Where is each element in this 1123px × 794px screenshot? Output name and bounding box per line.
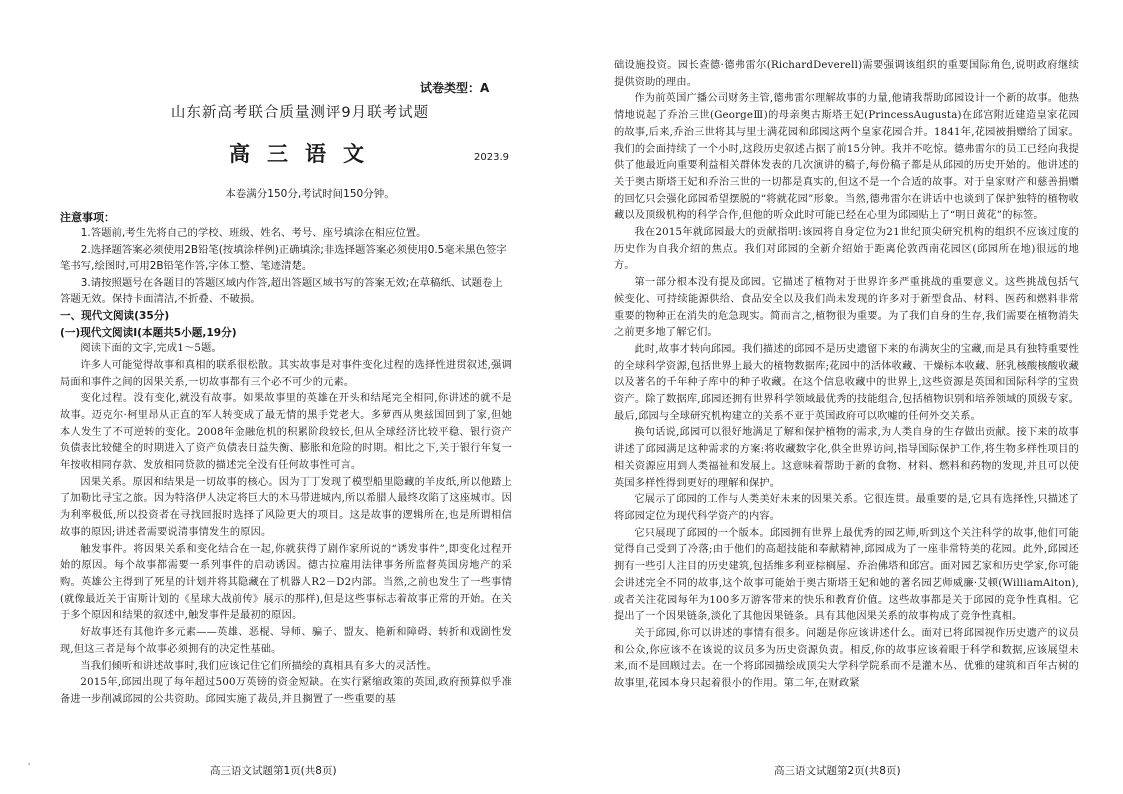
subsection-title: (一)现代文阅读Ⅰ(本题共5小题,19分) (60, 326, 237, 339)
paragraph: 我在2015年就邱园最大的贡献指明:该园将自身定位为21世纪顶尖研究机构的组织不应该过度的历史作为自我介绍的焦点。我们对邱园的全新介绍始于距离伦敦西南花园区(邱园所在地)很远的地方。 (614, 227, 1079, 272)
paragraph: 换句话说,邱园可以很好地满足了解和保护植物的需求,为人类自身的生存做出贡献。接下来的故事讲述了邱园满足这种需求的方案:将收藏数字化,供全世界访问,指导国际保护工作,将生物多样性项目的相关资源应用到人类福祉和发展上。这意味着帮助于新的食物、材料、燃料和药物的发现,并且可以使英国多样性得到更好的理解和保护。 (614, 427, 1079, 489)
paragraph: 此时,故事才转向邱园。我们描述的邱园不是历史遗留下来的布满灰尘的宝藏,而是具有独特重要性的全球科学资源,包括世界上最大的植物数据库;花园中的活体收藏、干燥标本收藏、胚乳核酸核酸收藏以及著名的千年种子库中的种子收藏。在这个信息收藏中的世界上,这些资源是英国和国际科学的宝贵资产。除了数据库,邱园还拥有世界科学领域最优秀的技能组合,包括植物识别和培养领域的顶级专家。最后,邱园与全球研究机构建立的关系不亚于英国政府可以吹嘘的任何外交关系。 (614, 343, 1079, 422)
notice-item: 2.选择题答案必须使用2B铅笔(按填涂样例)正确填涂;非选择题答案必须使用0.5毫米黑色签字笔书写,绘图时,可用2B铅笔作答,字体工整、笔迹清楚。 (60, 243, 507, 273)
score-info: 本卷满分150分,考试时间150分钟。 (225, 188, 395, 200)
right-page (562, 0, 1123, 794)
page-footer: 高三语文试题第1页(共8页) (210, 765, 337, 777)
paper-type: 试卷类型：A (420, 81, 490, 95)
section-title: 一、现代文阅读(35分) (60, 309, 170, 322)
right-column (614, 58, 1079, 693)
left-page (0, 0, 561, 794)
paragraph: 触发事件。将因果关系和变化结合在一起,你就获得了剧作家所说的“诱发事件”,即变化过程开始的原因。每个故事都需要一系列事件的启动诱因。德古拉雇用法律事务所监督英国房地产的采购。英雄公主得到了死星的计划并将其隐藏在了机器人R2－D2内部。当然,之前也发生了一些事情(就像最近关于宙斯计划的《星球大战前传》展示的那样),但是这些事标志着故事正常的开始。在关于多个原因和结果的叙述中,触发事件是最初的原因。 (60, 543, 512, 622)
paragraph: 它展示了邱园的工作与人类美好未来的因果关系。它很连贯。最重要的是,它具有选择性,只描述了将邱园定位为现代科学资产的内容。 (614, 494, 1079, 522)
paragraph: 第一部分根本没有提及邱园。它描述了植物对于世界许多严重挑战的重要意义。这些挑战包括气候变化、可持续能源供给、食品安全以及我们尚未发现的许多对于新型食品、材料、医药和燃料非常重要的物种正在消失的危急现实。简而言之,植物很为重要。为了我们自身的生存,我们需要在植物消失之前更多地了解它们。 (614, 277, 1079, 339)
notice-item: 3.请按照题号在各题目的答题区域内作答,超出答题区域书写的答案无效;在草稿纸、试题卷上答题无效。保持卡面清洁,不折叠、不破损。 (60, 276, 503, 306)
exam-title: 山东新高考联合质量测评9月联考试题 (170, 105, 430, 121)
notice-item: 1.答题前,考生先将自己的学校、班级、姓名、考号、座号填涂在相应位置。 (80, 227, 427, 239)
paragraph: 关于邱园,你可以讲述的事情有很多。问题是你应该讲述什么。面对已将邱园视作历史遗产的议员和公众,你应该不在该说的议员多为历史资源负责。相反,你的故事应该着眼于科学和数据,应该展望未来,而不是回顾过去。在一个将邱园描绘成顶尖大学科学院系而不是灌木丛、优雅的建筑和百年古树的故事里,花园本身只起着很小的作用。第二年,在财政紧 (614, 627, 1079, 690)
margin-mark: ' (28, 762, 31, 771)
paragraph: 当我们倾听和讲述故事时,我们应该记住它们所描绘的真相具有多大的灵活性。 (80, 660, 438, 672)
paragraph: 作为前英国广播公司财务主管,德弗雷尔理解故事的力量,他请我帮助邱园设计一个新的故事。他热情地说起了乔治三世(GeorgeⅢ)的母亲奥古斯塔王妃(PrincessAugusta)在邱宫附近建造皇家花园的故事,后来,乔治三世将其与里士满花园和邱园这两个皇家花园合并。1841年,花园被捐赠给了国家。我们的会面持续了一个小时,这段历史叙述占据了前15分钟。我并不吃惊。德弗雷尔的员工已经向我提供了他最近向重要利益相关群体发表的几次演讲的稿子,每份稿子都是从邱园的历史开始的。他讲述的关于奥古斯塔王妃和乔治三世的一切都是真实的,但这不是一个合适的故事。对于皇家财产和慈善捐赠的回忆只会强化邱园希望摆脱的“将就花园”形象。当然,德弗雷尔在讲话中也谈到了保护独特的植物收藏以及顶级机构的科学合作,但他的听众此时可能已经在心里为邱园贴上了“明日黄花”的标签。 (614, 93, 1079, 222)
exam-date: 2023.9 (474, 152, 509, 163)
paragraph: 好故事还有其他许多元素——英雄、恶棍、导师、骗子、盟友、艳新和障碍、转折和戏剧性发现,但这三者是每个故事必须拥有的决定性基础。 (60, 627, 512, 655)
subject-title: 高三语文 (229, 142, 381, 166)
paragraph: 变化过程。没有变化,就没有故事。如果故事里的英雄在开头和结尾完全相同,你讲述的就不是故事。迈克尔·柯里昂从正直的军人转变成了最无情的黑手党老大。多萝西从奥兹国回到了家,但她本人发生了不可逆转的变化。2008年金融危机的积累阶段较长,但从全球经济比较平稳、银行资产负债表比较健全的时期进入了资产负债表日益失衡、膨胀和危险的时期。相比之下,关于银行年复一年按收相同存款、发放相同贷款的描述完全没有任何故事性可言。 (60, 393, 512, 472)
paragraph: 础设施投资。园长查德·德弗雷尔(RichardDeverell)需要强调该组织的重要国际角色,说明政府继续提供资助的理由。 (614, 60, 1079, 88)
paragraph: 许多人可能觉得故事和真相的联系很松散。其实故事是对事件变化过程的选择性进贯叙述,强调局面和事件之间的因果关系,一切故事都有三个必不可少的元素。 (60, 359, 512, 388)
page-footer: 高三语文试题第2页(共8页) (774, 765, 901, 777)
paragraph: 因果关系。原因和结果是一切故事的核心。因为丁丁发现了模型船里隐藏的羊皮纸,所以他踏上了加勒比寻宝之旅。因为特洛伊人决定将巨大的木马带进城内,所以希腊人最终攻陷了这座城市。因为利率极低,所以投资者在寻找回报时选择了风险更大的项目。这是故事的逻辑所在,也是所谓相信故事的原因;讲述者需要说清事情发生的原因。 (60, 476, 512, 538)
paragraph: 它只展现了邱园的一个版本。邱园拥有世界上最优秀的园艺师,听到这个关注科学的故事,他们可能觉得自己受到了冷落;由于他们的高超技能和奉献精神,邱园成为了一座非常特美的花园。此外,邱园还拥有一些引人注目的历史建筑,包括维多利亚棕榈屋、乔治佛塔和邱宫。面对园艺家和历史学家,你可能会讲述完全不同的故事,这个故事可能始于奥古斯塔王妃和她的著名园艺师威廉·艾顿(WilliamAiton),或者关注花园每年为100多万游客带来的快乐和教育价值。这些故事都是关于邱园的竞争性真相。它提出了一个因果链条,淡化了其他因果链条。具有其他因果关系的故事构成了竞争性真相。 (614, 527, 1079, 623)
left-column (60, 209, 512, 709)
notice-title: 注意事项： (60, 211, 115, 224)
instruction: 阅读下面的文字,完成1～5题。 (80, 343, 222, 355)
paragraph: 2015年,邱园出现了每年超过500万英镑的资金短缺。在实行紧缩政策的英国,政府预算似乎准备进一步削减邱园的公共资助。邱园实施了裁员,并且搁置了一些重要的基 (60, 677, 512, 705)
